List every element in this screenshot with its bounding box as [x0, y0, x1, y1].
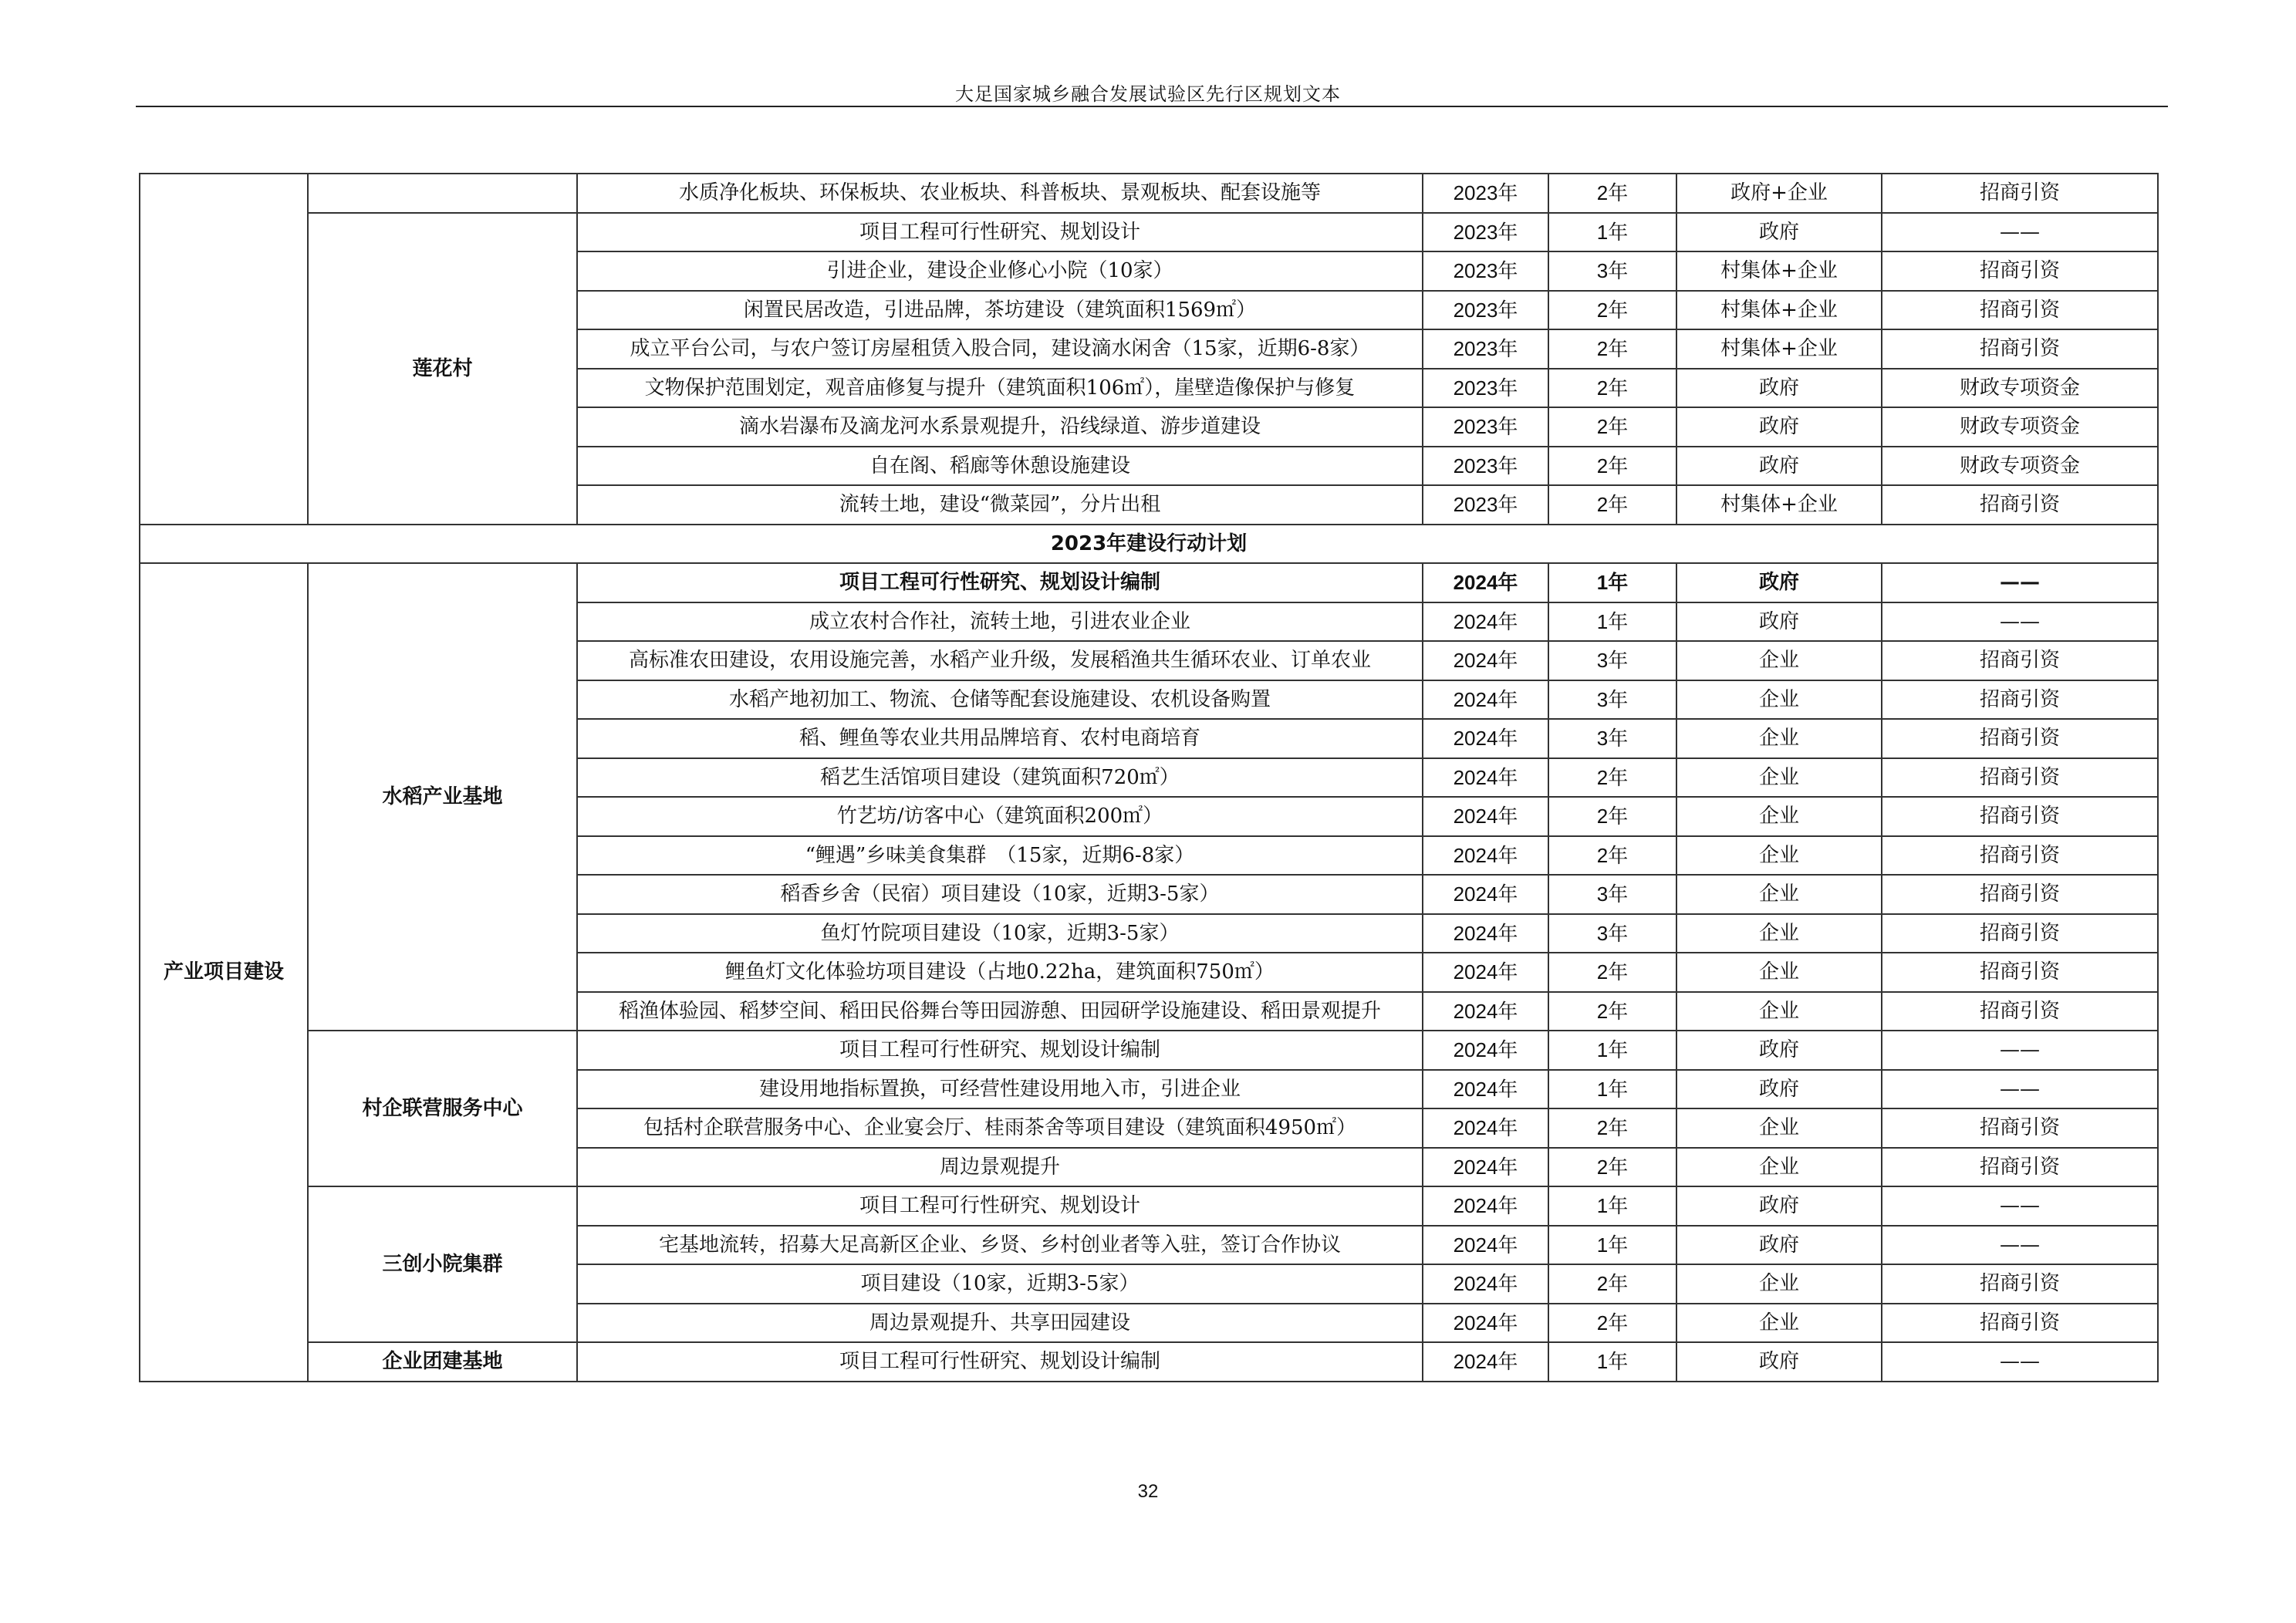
responsible-body-cell: 企业 [1676, 875, 1882, 914]
funding-source-cell: —— [1882, 563, 2158, 602]
responsible-body-cell: 村集体+企业 [1676, 251, 1882, 291]
duration-cell: 2年 [1548, 992, 1676, 1031]
duration-cell: 1年 [1548, 213, 1676, 252]
start-year-cell: 2023年 [1423, 329, 1548, 369]
header-divider [136, 106, 2168, 107]
content-cell: 水质净化板块、环保板块、农业板块、科普板块、景观板块、配套设施等 [577, 174, 1423, 213]
responsible-body-cell: 村集体+企业 [1676, 485, 1882, 525]
subproject-name-rice-base: 水稻产业基地 [308, 563, 577, 1031]
duration-cell: 3年 [1548, 641, 1676, 680]
category-name-industry: 产业项目建设 [140, 563, 308, 1382]
duration-cell: 1年 [1548, 563, 1676, 602]
funding-source-cell: 财政专项资金 [1882, 447, 2158, 486]
funding-source-cell: —— [1882, 1226, 2158, 1265]
duration-cell: 3年 [1548, 914, 1676, 953]
duration-cell: 2年 [1548, 291, 1676, 330]
start-year-cell: 2023年 [1423, 174, 1548, 213]
responsible-body-cell: 政府 [1676, 1342, 1882, 1382]
content-cell: 周边景观提升、共享田园建设 [577, 1304, 1423, 1343]
content-cell: 周边景观提升 [577, 1148, 1423, 1187]
subproject-name-courtyard-cluster: 三创小院集群 [308, 1186, 577, 1342]
funding-source-cell: —— [1882, 1342, 2158, 1382]
responsible-body-cell: 企业 [1676, 719, 1882, 758]
funding-source-cell: 招商引资 [1882, 680, 2158, 720]
content-cell: 鲤鱼灯文化体验坊项目建设（占地0.22ha，建筑面积750㎡） [577, 953, 1423, 992]
start-year-cell: 2024年 [1423, 914, 1548, 953]
duration-cell: 2年 [1548, 836, 1676, 876]
content-cell: 项目工程可行性研究、规划设计 [577, 213, 1423, 252]
start-year-cell: 2024年 [1423, 563, 1548, 602]
responsible-body-cell: 企业 [1676, 992, 1882, 1031]
start-year-cell: 2024年 [1423, 641, 1548, 680]
duration-cell: 2年 [1548, 953, 1676, 992]
start-year-cell: 2024年 [1423, 719, 1548, 758]
start-year-cell: 2024年 [1423, 680, 1548, 720]
responsible-body-cell: 企业 [1676, 914, 1882, 953]
funding-source-cell: —— [1882, 1186, 2158, 1226]
funding-source-cell: 招商引资 [1882, 251, 2158, 291]
responsible-body-cell: 企业 [1676, 1148, 1882, 1187]
start-year-cell: 2024年 [1423, 602, 1548, 642]
content-cell: 闲置民居改造，引进品牌，茶坊建设（建筑面积1569㎡） [577, 291, 1423, 330]
funding-source-cell: —— [1882, 602, 2158, 642]
subproject-name-team-base: 企业团建基地 [308, 1342, 577, 1382]
duration-cell: 3年 [1548, 719, 1676, 758]
funding-source-cell: 招商引资 [1882, 875, 2158, 914]
responsible-body-cell: 政府 [1676, 213, 1882, 252]
duration-cell: 1年 [1548, 1342, 1676, 1382]
funding-source-cell: 招商引资 [1882, 797, 2158, 836]
duration-cell: 2年 [1548, 485, 1676, 525]
table-row [140, 1186, 2158, 1226]
funding-source-cell: 招商引资 [1882, 914, 2158, 953]
funding-source-cell: —— [1882, 1070, 2158, 1109]
funding-source-cell: —— [1882, 213, 2158, 252]
start-year-cell: 2024年 [1423, 875, 1548, 914]
duration-cell: 2年 [1548, 758, 1676, 798]
content-cell: 成立平台公司，与农户签订房屋租赁入股合同，建设滴水闲舍（15家，近期6-8家） [577, 329, 1423, 369]
content-cell: 引进企业，建设企业修心小院（10家） [577, 251, 1423, 291]
responsible-body-cell: 政府 [1676, 563, 1882, 602]
funding-source-cell: 招商引资 [1882, 1264, 2158, 1304]
table-row [140, 174, 2158, 213]
start-year-cell: 2024年 [1423, 797, 1548, 836]
start-year-cell: 2023年 [1423, 447, 1548, 486]
funding-source-cell: 招商引资 [1882, 758, 2158, 798]
subproject-cell-empty [308, 174, 577, 213]
start-year-cell: 2023年 [1423, 369, 1548, 408]
content-cell: 滴水岩瀑布及滴龙河水系景观提升，沿线绿道、游步道建设 [577, 407, 1423, 447]
duration-cell: 2年 [1548, 369, 1676, 408]
content-cell: 宅基地流转，招募大足高新区企业、乡贤、乡村创业者等入驻，签订合作协议 [577, 1226, 1423, 1265]
funding-source-cell: 招商引资 [1882, 1148, 2158, 1187]
content-cell: “鲤遇”乡味美食集群 （15家，近期6-8家） [577, 836, 1423, 876]
content-cell: 项目建设（10家，近期3-5家） [577, 1264, 1423, 1304]
subproject-name-lianhua: 莲花村 [308, 213, 577, 525]
responsible-body-cell: 政府 [1676, 447, 1882, 486]
start-year-cell: 2024年 [1423, 953, 1548, 992]
responsible-body-cell: 企业 [1676, 758, 1882, 798]
document-header-title: 大足国家城乡融合发展试验区先行区规划文本 [955, 83, 1341, 105]
responsible-body-cell: 政府 [1676, 602, 1882, 642]
funding-source-cell: 招商引资 [1882, 485, 2158, 525]
funding-source-cell: 招商引资 [1882, 719, 2158, 758]
content-cell: 自在阁、稻廊等休憩设施建设 [577, 447, 1423, 486]
content-cell: 竹艺坊/访客中心（建筑面积200㎡） [577, 797, 1423, 836]
responsible-body-cell: 村集体+企业 [1676, 329, 1882, 369]
start-year-cell: 2024年 [1423, 1342, 1548, 1382]
duration-cell: 2年 [1548, 797, 1676, 836]
responsible-body-cell: 企业 [1676, 680, 1882, 720]
content-cell: 包括村企联营服务中心、企业宴会厅、桂雨茶舍等项目建设（建筑面积4950㎡） [577, 1108, 1423, 1148]
start-year-cell: 2024年 [1423, 1031, 1548, 1070]
responsible-body-cell: 政府 [1676, 1186, 1882, 1226]
responsible-body-cell: 企业 [1676, 953, 1882, 992]
funding-source-cell: 招商引资 [1882, 836, 2158, 876]
duration-cell: 1年 [1548, 1226, 1676, 1265]
funding-source-cell: 招商引资 [1882, 953, 2158, 992]
table-row [140, 563, 2158, 602]
category-cell-empty [140, 174, 308, 525]
funding-source-cell: 招商引资 [1882, 174, 2158, 213]
content-cell: 项目工程可行性研究、规划设计 [577, 1186, 1423, 1226]
duration-cell: 2年 [1548, 329, 1676, 369]
start-year-cell: 2023年 [1423, 407, 1548, 447]
content-cell: 稻香乡舍（民宿）项目建设（10家，近期3-5家） [577, 875, 1423, 914]
responsible-body-cell: 企业 [1676, 1108, 1882, 1148]
start-year-cell: 2024年 [1423, 992, 1548, 1031]
start-year-cell: 2023年 [1423, 485, 1548, 525]
funding-source-cell: 招商引资 [1882, 641, 2158, 680]
funding-source-cell: 招商引资 [1882, 1108, 2158, 1148]
start-year-cell: 2024年 [1423, 1264, 1548, 1304]
start-year-cell: 2024年 [1423, 1108, 1548, 1148]
content-cell: 项目工程可行性研究、规划设计编制 [577, 1031, 1423, 1070]
duration-cell: 3年 [1548, 680, 1676, 720]
duration-cell: 2年 [1548, 447, 1676, 486]
table-row [140, 1342, 2158, 1382]
responsible-body-cell: 村集体+企业 [1676, 291, 1882, 330]
start-year-cell: 2024年 [1423, 1226, 1548, 1265]
duration-cell: 1年 [1548, 1186, 1676, 1226]
content-cell: 成立农村合作社，流转土地，引进农业企业 [577, 602, 1423, 642]
duration-cell: 3年 [1548, 875, 1676, 914]
content-cell: 项目工程可行性研究、规划设计编制 [577, 563, 1423, 602]
responsible-body-cell: 政府 [1676, 407, 1882, 447]
start-year-cell: 2024年 [1423, 1148, 1548, 1187]
duration-cell: 1年 [1548, 1031, 1676, 1070]
start-year-cell: 2024年 [1423, 758, 1548, 798]
content-cell: 流转土地，建设“微菜园”，分片出租 [577, 485, 1423, 525]
funding-source-cell: 招商引资 [1882, 1304, 2158, 1343]
start-year-cell: 2023年 [1423, 213, 1548, 252]
funding-source-cell: 招商引资 [1882, 992, 2158, 1031]
duration-cell: 1年 [1548, 602, 1676, 642]
duration-cell: 1年 [1548, 1070, 1676, 1109]
duration-cell: 2年 [1548, 1148, 1676, 1187]
start-year-cell: 2024年 [1423, 1304, 1548, 1343]
start-year-cell: 2024年 [1423, 836, 1548, 876]
content-cell: 稻、鲤鱼等农业共用品牌培育、农村电商培育 [577, 719, 1423, 758]
content-cell: 文物保护范围划定，观音庙修复与提升（建筑面积106㎡），崖壁造像保护与修复 [577, 369, 1423, 408]
responsible-body-cell: 政府+企业 [1676, 174, 1882, 213]
duration-cell: 2年 [1548, 1304, 1676, 1343]
funding-source-cell: 财政专项资金 [1882, 407, 2158, 447]
content-cell: 高标准农田建设，农用设施完善，水稻产业升级，发展稻渔共生循环农业、订单农业 [577, 641, 1423, 680]
page-number: 32 [1137, 1481, 1159, 1502]
funding-source-cell: 财政专项资金 [1882, 369, 2158, 408]
duration-cell: 2年 [1548, 1264, 1676, 1304]
start-year-cell: 2024年 [1423, 1070, 1548, 1109]
responsible-body-cell: 企业 [1676, 1264, 1882, 1304]
action-plan-table [139, 173, 2159, 1382]
content-cell: 稻渔体验园、稻梦空间、稻田民俗舞台等田园游憩、田园研学设施建设、稻田景观提升 [577, 992, 1423, 1031]
start-year-cell: 2024年 [1423, 1186, 1548, 1226]
content-cell: 鱼灯竹院项目建设（10家，近期3-5家） [577, 914, 1423, 953]
funding-source-cell: 招商引资 [1882, 329, 2158, 369]
funding-source-cell: 招商引资 [1882, 291, 2158, 330]
section-title: 2023年建设行动计划 [140, 525, 2158, 564]
table-row [140, 1031, 2158, 1070]
content-cell: 项目工程可行性研究、规划设计编制 [577, 1342, 1423, 1382]
funding-source-cell: —— [1882, 1031, 2158, 1070]
duration-cell: 3年 [1548, 251, 1676, 291]
responsible-body-cell: 政府 [1676, 1070, 1882, 1109]
content-cell: 稻艺生活馆项目建设（建筑面积720㎡） [577, 758, 1423, 798]
responsible-body-cell: 企业 [1676, 797, 1882, 836]
subproject-name-service-center: 村企联营服务中心 [308, 1031, 577, 1186]
table-row [140, 213, 2158, 252]
duration-cell: 2年 [1548, 174, 1676, 213]
responsible-body-cell: 企业 [1676, 641, 1882, 680]
start-year-cell: 2023年 [1423, 291, 1548, 330]
start-year-cell: 2023年 [1423, 251, 1548, 291]
content-cell: 建设用地指标置换，可经营性建设用地入市，引进企业 [577, 1070, 1423, 1109]
responsible-body-cell: 企业 [1676, 836, 1882, 876]
responsible-body-cell: 政府 [1676, 1226, 1882, 1265]
section-title-row [140, 525, 2158, 564]
responsible-body-cell: 政府 [1676, 1031, 1882, 1070]
duration-cell: 2年 [1548, 407, 1676, 447]
responsible-body-cell: 企业 [1676, 1304, 1882, 1343]
content-cell: 水稻产地初加工、物流、仓储等配套设施建设、农机设备购置 [577, 680, 1423, 720]
duration-cell: 2年 [1548, 1108, 1676, 1148]
responsible-body-cell: 政府 [1676, 369, 1882, 408]
